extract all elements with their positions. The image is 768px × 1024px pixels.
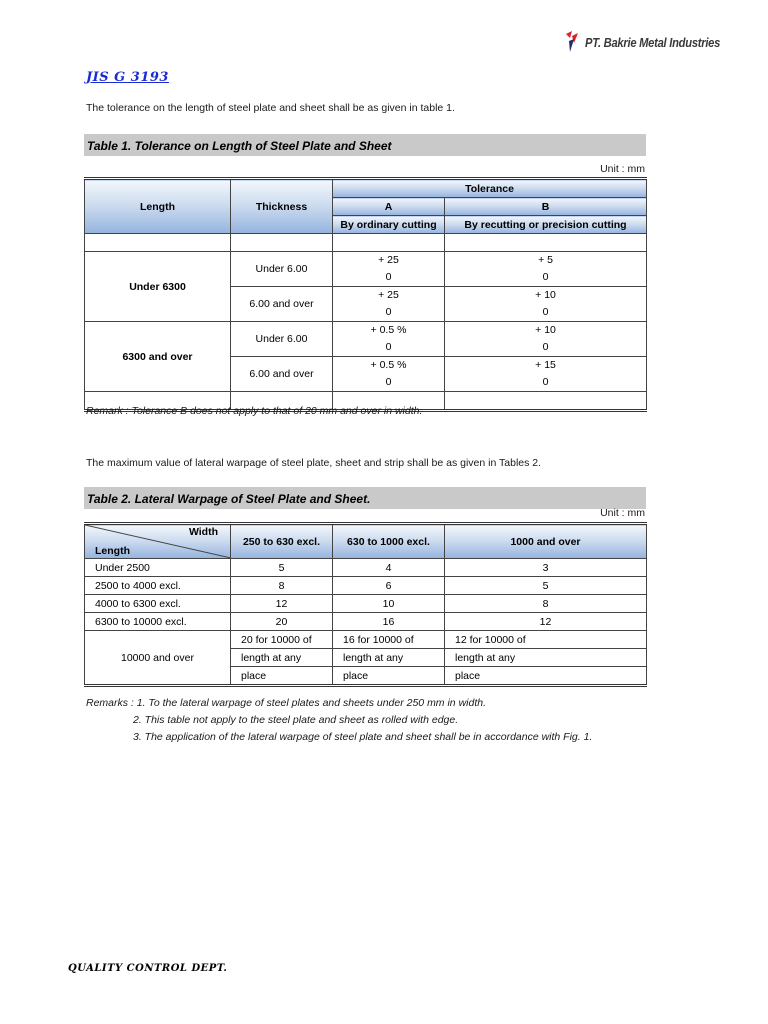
table2-value-cell: 16 for 10000 of <box>333 631 445 649</box>
table2-remark-3: 3. The application of the lateral warpage of steel plate and sheet shall be in accordance with Fig. 1. <box>133 731 593 743</box>
table1-b-cell <box>445 252 647 287</box>
table1-header-a-desc: By ordinary cutting <box>333 216 445 234</box>
table1-b-minus: 0 <box>542 306 549 318</box>
footer-department: QUALITY CONTROL DEPT. <box>68 963 228 974</box>
table2-value-cell: 6 <box>333 577 445 595</box>
table1-b-minus: 0 <box>542 376 549 388</box>
table1-a-plus: + 0.5 % <box>370 359 407 371</box>
table2-value-cell: 20 <box>231 613 333 631</box>
table1-a-minus: 0 <box>385 306 392 318</box>
table2-unit: Unit : mm <box>600 507 645 519</box>
table2-value-cell: length at any <box>231 649 333 667</box>
table1-header-tolerance: Tolerance <box>333 179 647 198</box>
table2-value-cell: 20 for 10000 of <box>231 631 333 649</box>
table2-corner-width: Width <box>188 526 218 538</box>
table1-b-plus: + 10 <box>535 289 556 301</box>
table1-thickness-cell: 6.00 and over <box>231 357 333 392</box>
table1-a-cell <box>333 287 445 322</box>
table1-a-plus: + 0.5 % <box>370 324 407 336</box>
table1-length-cell: Under 6300 <box>85 252 231 322</box>
table2-heading: Table 2. Lateral Warpage of Steel Plate and Sheet. <box>84 487 646 509</box>
company-name: PT. Bakrie Metal Industries <box>585 34 721 50</box>
table2-header-col3: 1000 and over <box>445 524 647 559</box>
table1-spacer-cell <box>445 234 647 252</box>
table1-thickness-cell: 6.00 and over <box>231 287 333 322</box>
table2-value-cell: 12 for 10000 of <box>445 631 647 649</box>
intro-paragraph-2: The maximum value of lateral warpage of steel plate, sheet and strip shall be as given in Tables 2. <box>86 457 542 469</box>
table2-value-cell: place <box>445 667 647 686</box>
table1-spacer-cell <box>333 234 445 252</box>
table2-value-cell: 5 <box>445 577 647 595</box>
table2-remark-1: Remarks : 1. To the lateral warpage of steel plates and sheets under 250 mm in width. <box>86 697 486 709</box>
table1-b-cell <box>445 357 647 392</box>
table-row <box>85 595 647 613</box>
table2-header-col1: 250 to 630 excl. <box>231 524 333 559</box>
table2-header-col2: 630 to 1000 excl. <box>333 524 445 559</box>
table2-length-cell: 6300 to 10000 excl. <box>85 613 231 631</box>
table2-lateral-warpage <box>84 522 647 687</box>
table1-unit: Unit : mm <box>600 163 645 175</box>
table2-corner-length: Length <box>95 545 130 557</box>
table1-a-cell <box>333 252 445 287</box>
table-row <box>85 613 647 631</box>
table1-spacer-cell <box>85 234 231 252</box>
table1-header-b-desc: By recutting or precision cutting <box>445 216 647 234</box>
table2-length-cell: Under 2500 <box>85 559 231 577</box>
table2-value-cell: 12 <box>231 595 333 613</box>
table1-b-plus: + 10 <box>535 324 556 336</box>
table1-a-minus: 0 <box>385 271 392 283</box>
table-row <box>85 559 647 577</box>
table1-thickness-cell: Under 6.00 <box>231 252 333 287</box>
table1-b-plus: + 5 <box>538 254 553 266</box>
logo-mark-icon <box>563 30 581 54</box>
table1-header-a: A <box>333 198 445 216</box>
table2-value-cell: length at any <box>333 649 445 667</box>
table2-length-cell: 2500 to 4000 excl. <box>85 577 231 595</box>
table-row <box>85 631 647 649</box>
table2-value-cell: 10 <box>333 595 445 613</box>
table1-b-cell <box>445 287 647 322</box>
table1-header-b: B <box>445 198 647 216</box>
table2-value-cell: place <box>231 667 333 686</box>
table1-b-minus: 0 <box>542 341 549 353</box>
table2-value-cell: 8 <box>231 577 333 595</box>
table1-b-plus: + 15 <box>535 359 556 371</box>
table1-b-minus: 0 <box>542 271 549 283</box>
table2-value-cell: 3 <box>445 559 647 577</box>
table1-a-cell <box>333 322 445 357</box>
table2-value-cell: length at any <box>445 649 647 667</box>
table1-length-cell: 6300 and over <box>85 322 231 392</box>
table1-heading: Table 1. Tolerance on Length of Steel Plate and Sheet <box>84 134 646 156</box>
table1-remark: Remark : Tolerance B does not apply to that of 20 mm and over in width. <box>86 405 423 417</box>
table2-value-cell: 4 <box>333 559 445 577</box>
table1-spacer-cell <box>231 234 333 252</box>
table2-value-cell: 8 <box>445 595 647 613</box>
company-logo <box>563 28 742 56</box>
document-title: JIS G 3193 <box>86 70 169 85</box>
table1-spacer-cell <box>445 392 647 411</box>
table2-value-cell: 5 <box>231 559 333 577</box>
table1-thickness-cell: Under 6.00 <box>231 322 333 357</box>
table1-b-cell <box>445 322 647 357</box>
table1-a-plus: + 25 <box>378 254 399 266</box>
intro-paragraph-1: The tolerance on the length of steel plate and sheet shall be as given in table 1. <box>86 102 455 114</box>
table2-value-cell: 16 <box>333 613 445 631</box>
table2-length-cell: 4000 to 6300 excl. <box>85 595 231 613</box>
table2-value-cell: place <box>333 667 445 686</box>
table1-a-cell <box>333 357 445 392</box>
table1-header-thickness: Thickness <box>231 179 333 234</box>
table2-corner-header <box>85 524 231 559</box>
table1-a-minus: 0 <box>385 376 392 388</box>
table2-remark-2: 2. This table not apply to the steel plate and sheet as rolled with edge. <box>133 714 459 726</box>
table1-a-plus: + 25 <box>378 289 399 301</box>
table2-value-cell: 12 <box>445 613 647 631</box>
table1-length-tolerance <box>84 177 647 412</box>
table2-length-cell: 10000 and over <box>85 631 231 686</box>
table-row <box>85 577 647 595</box>
table1-header-length: Length <box>85 179 231 234</box>
table1-a-minus: 0 <box>385 341 392 353</box>
